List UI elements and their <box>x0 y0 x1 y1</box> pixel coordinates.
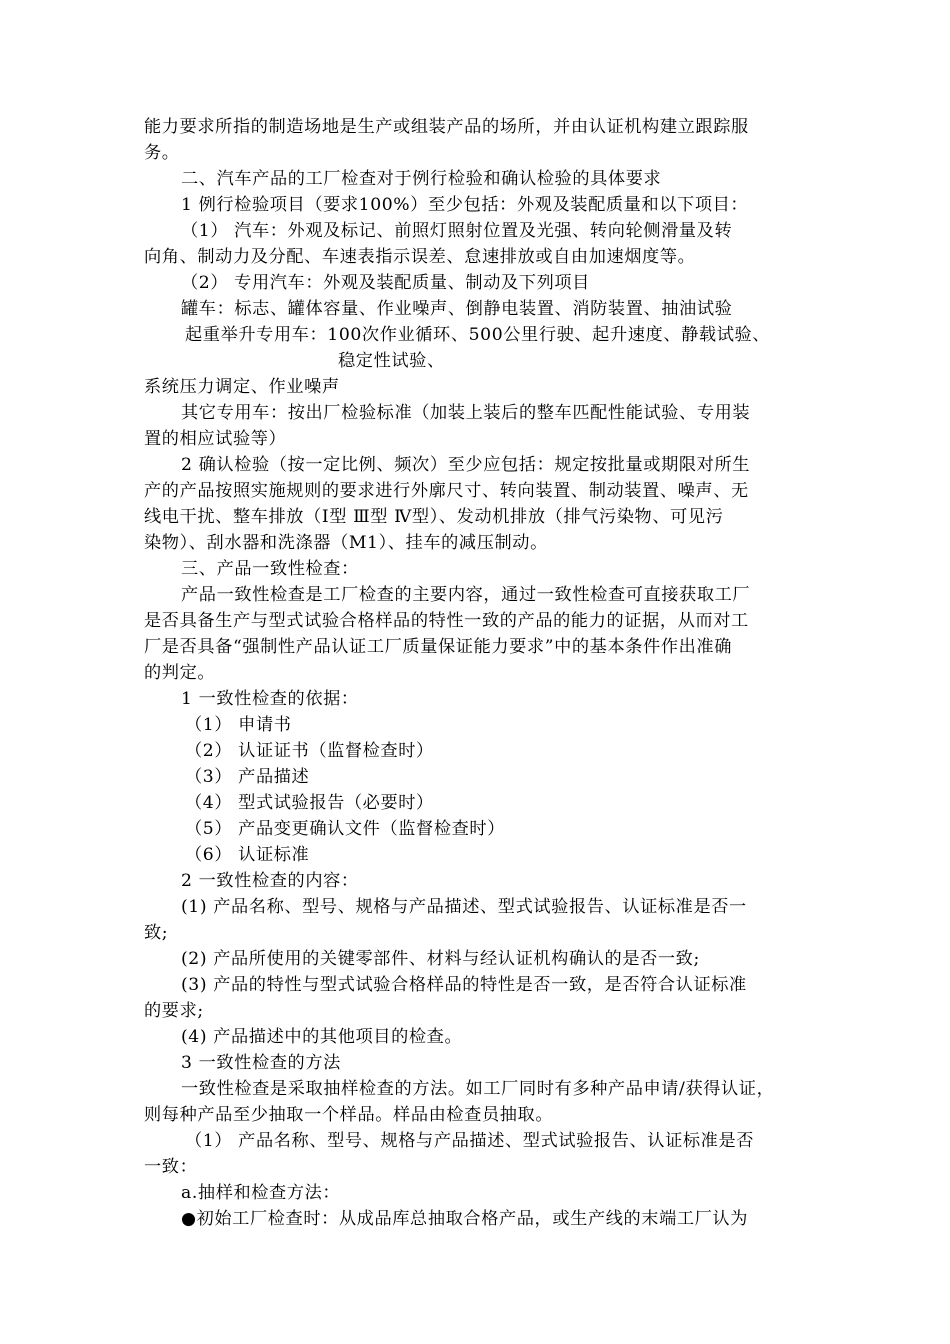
text-line: 线电干扰、整车排放（Ⅰ型 Ⅲ型 Ⅳ型）、发动机排放（排气污染物、可见污 <box>144 507 724 527</box>
text-line: 罐车：标志、罐体容量、作业噪声、倒静电装置、消防装置、抽油试验 <box>181 299 733 319</box>
list-item: (1) 产品名称、型号、规格与产品描述、型式试验报告、认证标准是否一 <box>181 897 747 917</box>
text-line: 一致性检查是采取抽样检查的方法。如工厂同时有多种产品申请/获得认证， <box>181 1079 775 1099</box>
list-item: (4) 产品描述中的其他项目的检查。 <box>181 1027 463 1047</box>
list-item: （1） 产品名称、型号、规格与产品描述、型式试验报告、认证标准是否 <box>185 1131 755 1151</box>
text-line: 能力要求所指的制造场地是生产或组装产品的场所，并由认证机构建立跟踪服 <box>144 117 749 137</box>
text-line: 起重举升专用车：100次作业循环、500公里行驶、起升速度、静载试验、 <box>185 325 771 345</box>
text-line: 则每种产品至少抽取一个样品。样品由检查员抽取。 <box>144 1105 554 1125</box>
text-line: 致; <box>144 923 169 943</box>
list-item: （4） 型式试验报告（必要时） <box>185 793 434 813</box>
text-line: 的要求; <box>144 1001 204 1021</box>
text-line: 2 确认检验（按一定比例、频次）至少应包括：规定按批量或期限对所生 <box>181 455 751 475</box>
text-line: 务。 <box>144 143 180 163</box>
text-line: 置的相应试验等） <box>144 429 287 449</box>
text-line: ●初始工厂检查时：从成品库总抽取合格产品，或生产线的末端工厂认为 <box>181 1209 749 1229</box>
text-line: （2） 专用汽车：外观及装配质量、制动及下列项目 <box>181 273 590 293</box>
list-item: （2） 认证证书（监督检查时） <box>185 741 434 761</box>
text-line: a.抽样和检查方法： <box>181 1183 341 1203</box>
text-line: 系统压力调定、作业噪声 <box>144 377 340 397</box>
text-line: 其它专用车：按出厂检验标准（加装上装后的整车匹配性能试验、专用装 <box>181 403 751 423</box>
text-line: 产的产品按照实施规则的要求进行外廓尺寸、转向装置、制动装置、噪声、无 <box>144 481 749 501</box>
text-line: 1 例行检验项目（要求100%）至少包括：外观及装配质量和以下项目： <box>181 195 749 215</box>
section-heading: 二、汽车产品的工厂检查对于例行检验和确认检验的具体要求 <box>181 169 662 189</box>
text-line: （1） 汽车：外观及标记、前照灯照射位置及光强、转向轮侧滑量及转 <box>181 221 733 241</box>
text-line: 产品一致性检查是工厂检查的主要内容，通过一致性检查可直接获取工厂 <box>181 585 751 605</box>
text-line: 1 一致性检查的依据： <box>181 689 359 709</box>
section-heading: 三、产品一致性检查： <box>181 559 359 579</box>
list-item: （6） 认证标准 <box>185 845 310 865</box>
text-line: 染物）、刮水器和洗涤器（M1）、挂车的减压制动。 <box>144 533 548 553</box>
text-line: 2 一致性检查的内容： <box>181 871 359 891</box>
list-item: (2) 产品所使用的关键零部件、材料与经认证机构确认的是否一致; <box>181 949 700 969</box>
text-line: 3 一致性检查的方法 <box>181 1053 341 1073</box>
list-item: （5） 产品变更确认文件（监督检查时） <box>185 819 505 839</box>
list-item: (3) 产品的特性与型式试验合格样品的特性是否一致，是否符合认证标准 <box>181 975 747 995</box>
text-line: 稳定性试验、 <box>338 351 445 371</box>
list-item: （3） 产品描述 <box>185 767 310 787</box>
text-line: 一致： <box>144 1157 198 1177</box>
text-line: 是否具备生产与型式试验合格样品的特性一致的产品的能力的证据，从而对工 <box>144 611 749 631</box>
list-item: （1） 申请书 <box>185 715 292 735</box>
text-line: 厂是否具备“强制性产品认证工厂质量保证能力要求”中的基本条件作出准确 <box>144 637 732 657</box>
text-line: 的判定。 <box>144 663 216 683</box>
text-line: 向角、制动力及分配、车速表指示误差、怠速排放或自由加速烟度等。 <box>144 247 696 267</box>
